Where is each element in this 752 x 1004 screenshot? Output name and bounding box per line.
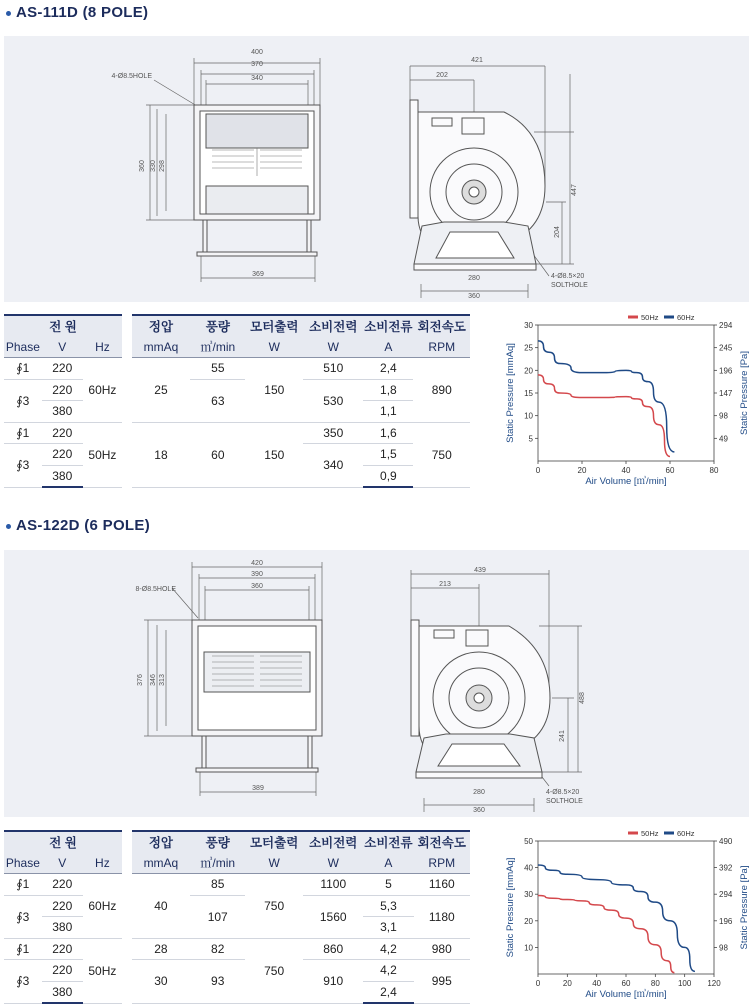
header-power: 전 원 — [4, 315, 122, 337]
legend-label: 60Hz — [677, 829, 695, 838]
legend-label: 50Hz — [641, 313, 659, 322]
performance-chart — [500, 822, 750, 999]
unit-motor: W — [245, 337, 303, 358]
dimension-drawing — [4, 550, 749, 817]
unit-v: V — [42, 337, 83, 358]
side-dim-base-inner: 280 — [468, 275, 480, 282]
unit-consumption: W — [303, 337, 363, 358]
table-row: ∮1 220 50Hz 18 60 150 350 1,6 750 — [4, 422, 470, 444]
header-current: 소비전류 — [363, 831, 413, 853]
y-right-axis-label: Static Pressure [Pa] — [739, 351, 750, 435]
table-row: 380 0,9 — [4, 465, 470, 487]
side-dim-height: 488 — [579, 692, 586, 704]
dim-height-outer: 376 — [137, 674, 144, 686]
x-tick-label: 120 — [707, 979, 721, 988]
y-right-tick-label: 392 — [719, 863, 733, 873]
header-consumption: 소비전력 — [303, 315, 363, 337]
x-axis-label: Air Volume [㎥/min] — [585, 476, 667, 486]
unit-current: A — [363, 337, 413, 358]
x-tick-label: 20 — [562, 979, 572, 988]
dim-height-inner: 313 — [159, 674, 166, 686]
x-tick-label: 20 — [577, 466, 587, 475]
header-airflow: 풍량 — [190, 831, 245, 853]
y-tick-label: 20 — [524, 916, 533, 926]
table-row: 380 2,4 — [4, 981, 470, 1003]
dim-width-mid: 390 — [251, 571, 263, 578]
y-tick-label: 10 — [524, 411, 533, 421]
y-right-tick-label: 49 — [719, 434, 728, 444]
legend-label: 50Hz — [641, 829, 659, 838]
x-tick-label: 100 — [677, 979, 692, 988]
drawing-panel — [4, 36, 749, 302]
x-tick-label: 40 — [621, 466, 631, 475]
y-tick-label: 10 — [524, 943, 533, 953]
unit-airflow: ㎥/min — [190, 853, 245, 874]
x-tick-label: 80 — [650, 979, 660, 988]
unit-phase: Phase — [4, 853, 42, 874]
table-row: ∮3 220 63 530 1,8 — [4, 379, 470, 401]
y-tick-label: 25 — [524, 343, 533, 353]
x-tick-label: 0 — [535, 466, 541, 475]
side-dim-base-outer: 360 — [468, 293, 480, 300]
side-dim-slot: 4-Ø8.5×20 — [551, 273, 585, 280]
table-row: 380 1,1 — [4, 401, 470, 423]
unit-consumption: W — [303, 853, 363, 874]
table-row: ∮3 220 340 1,5 — [4, 444, 470, 466]
dim-hole: 8-Ø8.5HOLE — [135, 586, 176, 593]
unit-airflow: ㎥/min — [190, 337, 245, 358]
bullet-icon — [6, 524, 11, 529]
side-dim-axis: 204 — [554, 226, 561, 238]
dimension-drawing — [4, 36, 749, 302]
header-motor: 모터출력 — [245, 831, 303, 853]
bullet-icon — [6, 11, 11, 16]
unit-phase: Phase — [4, 337, 42, 358]
side-dim-slot-label: SOLTHOLE — [546, 798, 583, 805]
y-right-tick-label: 490 — [719, 837, 733, 846]
dim-height-outer: 360 — [139, 160, 146, 172]
y-right-tick-label: 147 — [719, 389, 733, 398]
table-row: ∮3 220 107 1560 5,3 1180 — [4, 895, 470, 917]
y-right-tick-label: 98 — [719, 943, 728, 953]
y-tick-label: 30 — [524, 890, 533, 900]
dim-width-outer: 420 — [251, 560, 263, 567]
header-pressure: 정압 — [132, 831, 191, 853]
unit-speed: RPM — [414, 853, 470, 874]
side-dim-center: 202 — [436, 72, 448, 79]
side-dim-width: 439 — [474, 567, 486, 574]
dim-width-mid: 370 — [251, 61, 263, 68]
y-tick-label: 30 — [524, 321, 533, 330]
y-right-axis-label: Static Pressure [Pa] — [739, 865, 750, 950]
drawing-panel — [4, 550, 749, 817]
unit-current: A — [363, 853, 413, 874]
unit-hz: Hz — [83, 337, 122, 358]
x-tick-label: 0 — [535, 979, 541, 988]
side-dim-center: 213 — [439, 581, 451, 588]
table-row: ∮1 220 60Hz 25 55 150 510 2,4 890 — [4, 358, 470, 380]
unit-motor: W — [245, 853, 303, 874]
y-tick-label: 50 — [524, 837, 533, 846]
y-axis-label: Static Pressure [mmAq] — [505, 857, 516, 958]
y-tick-label: 40 — [524, 863, 533, 873]
section-as-122d — [0, 500, 752, 999]
side-dim-axis: 241 — [559, 730, 566, 742]
x-tick-label: 60 — [665, 466, 675, 475]
y-tick-label: 15 — [524, 389, 533, 398]
dim-hole: 4-Ø8.5HOLE — [111, 73, 152, 80]
dim-width-inner: 340 — [251, 75, 263, 82]
header-speed: 회전속도 — [413, 315, 470, 337]
dim-height-inner: 298 — [159, 160, 166, 172]
section-title: AS-111D (8 POLE) — [6, 4, 148, 21]
x-tick-label: 40 — [592, 979, 602, 988]
y-tick-label: 5 — [528, 434, 533, 444]
legend-label: 60Hz — [677, 313, 695, 322]
table-row: 380 3,1 — [4, 917, 470, 939]
header-motor: 모터출력 — [245, 315, 303, 337]
x-axis-label: Air Volume [㎥/min] — [585, 989, 667, 999]
unit-hz: Hz — [83, 853, 122, 874]
header-airflow: 풍량 — [190, 315, 245, 337]
y-right-tick-label: 294 — [719, 321, 733, 330]
dim-width-outer: 400 — [251, 49, 263, 56]
header-pressure: 정압 — [132, 315, 191, 337]
side-dim-base-inner: 280 — [473, 789, 485, 796]
header-consumption: 소비전력 — [303, 831, 363, 853]
dim-height-mid: 346 — [150, 674, 157, 686]
header-power: 전 원 — [4, 831, 122, 853]
dim-width-inner: 360 — [251, 583, 263, 590]
spec-table — [4, 314, 470, 488]
y-right-tick-label: 196 — [719, 366, 733, 376]
header-speed: 회전속도 — [414, 831, 470, 853]
side-dim-height: 447 — [571, 184, 578, 196]
spec-table — [4, 830, 470, 1004]
table-row: ∮1 220 50Hz 28 82 750 860 4,2 980 — [4, 938, 470, 960]
side-dim-slot: 4-Ø8.5×20 — [546, 789, 580, 796]
y-axis-label: Static Pressure [mmAq] — [505, 343, 516, 443]
side-dim-slot-label: SOLTHOLE — [551, 282, 588, 289]
unit-speed: RPM — [413, 337, 470, 358]
plot-area — [538, 841, 714, 974]
section-as-111d — [0, 0, 752, 500]
dim-base: 389 — [252, 785, 264, 792]
unit-pressure: mmAq — [132, 337, 191, 358]
x-tick-label: 60 — [621, 979, 631, 988]
y-right-tick-label: 98 — [719, 411, 728, 421]
dim-height-mid: 330 — [150, 160, 157, 172]
table-row: ∮1 220 60Hz 40 85 750 1100 5 1160 — [4, 874, 470, 896]
unit-v: V — [42, 853, 83, 874]
side-dim-width: 421 — [471, 57, 483, 64]
performance-chart — [500, 306, 750, 486]
x-tick-label: 80 — [709, 466, 719, 475]
y-right-tick-label: 294 — [719, 890, 733, 900]
table-row: ∮3 220 30 93 910 4,2 995 — [4, 960, 470, 982]
y-tick-label: 20 — [524, 366, 533, 376]
section-title: AS-122D (6 POLE) — [6, 517, 150, 534]
dim-base: 369 — [252, 271, 264, 278]
y-right-tick-label: 196 — [719, 916, 733, 926]
y-right-tick-label: 245 — [719, 343, 733, 353]
header-current: 소비전류 — [363, 315, 413, 337]
unit-pressure: mmAq — [132, 853, 191, 874]
side-dim-base-outer: 360 — [473, 807, 485, 814]
